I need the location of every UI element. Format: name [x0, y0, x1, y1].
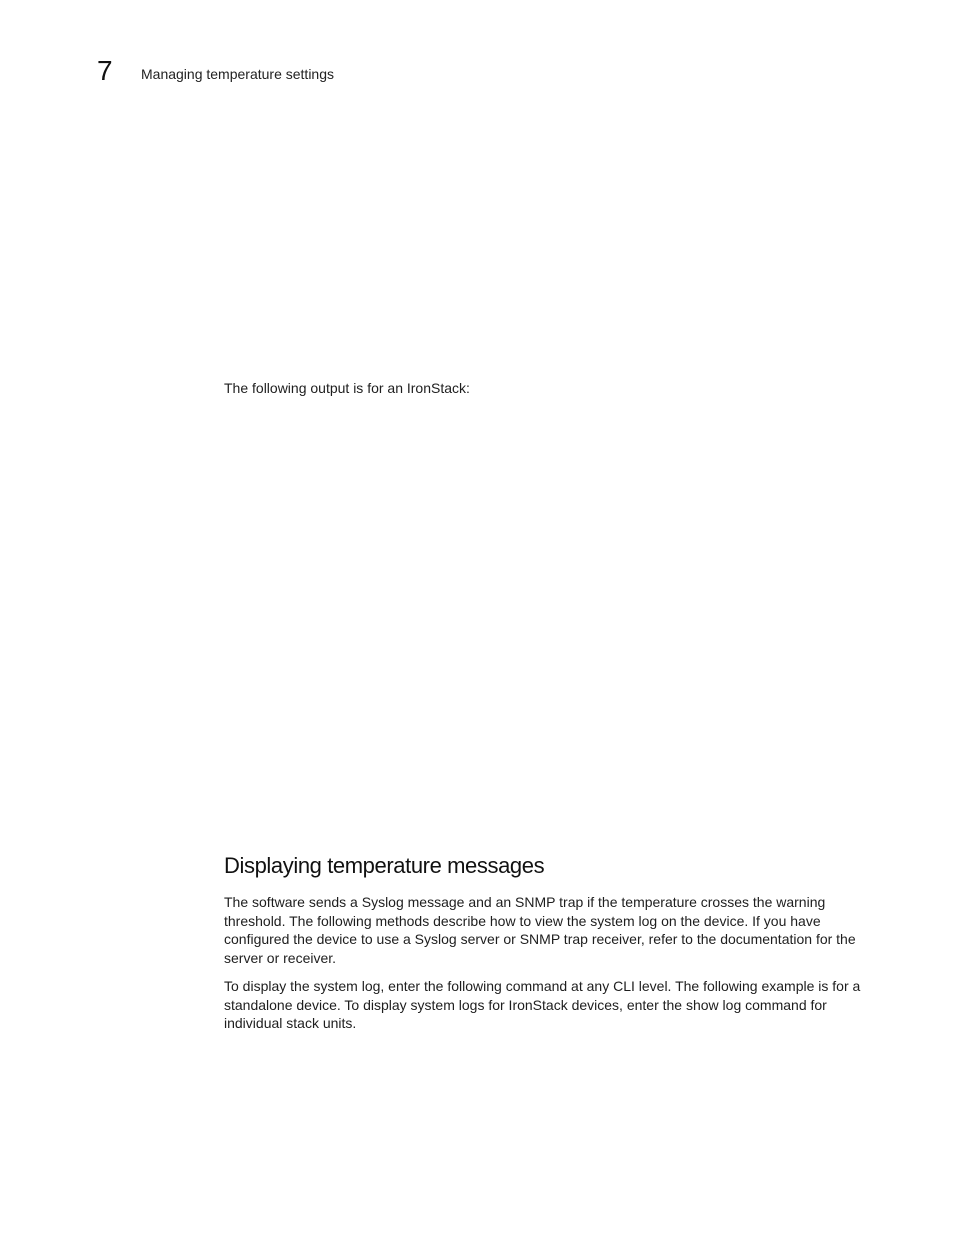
section-heading: Displaying temperature messages — [224, 853, 545, 878]
output-intro-text: The following output is for an IronStack: — [224, 380, 470, 396]
running-header-title: Managing temperature settings — [141, 66, 334, 82]
chapter-number: 7 — [97, 55, 113, 86]
body-paragraph-2: To display the system log, enter the following command at any CLI level. The following example is for a standalone device. To display system logs for IronStack devices, enter the show log command for individual stack units. — [224, 978, 861, 1032]
body-paragraph-1: The software sends a Syslog message and an SNMP trap if the temperature crosses the warning threshold. The following methods describe how to view the system log on the device. If you have configured the device to use a Syslog server or SNMP trap receiver, refer to the documentation for the server or receiver. — [224, 894, 856, 966]
